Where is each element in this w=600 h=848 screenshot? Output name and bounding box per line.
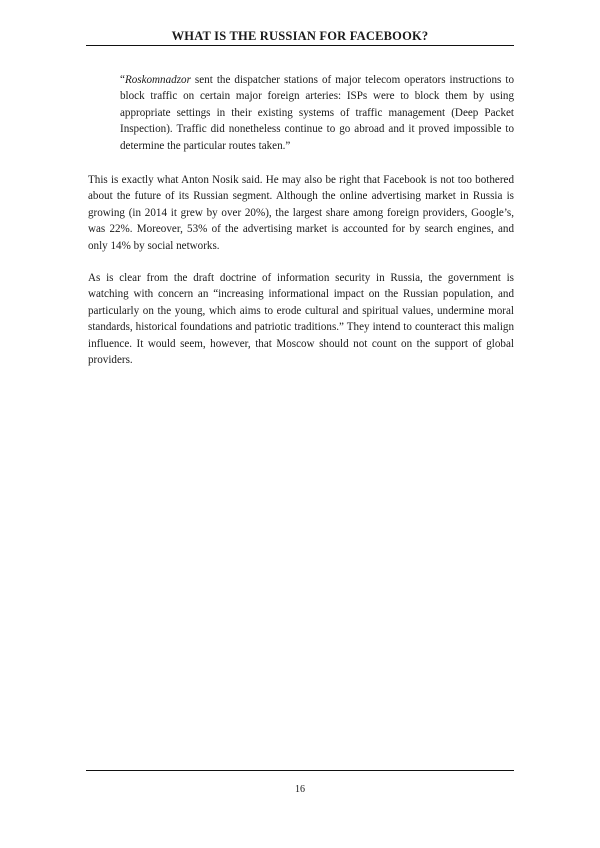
page-number: 16: [295, 784, 305, 795]
header-divider: [86, 45, 514, 46]
running-header-title: WHAT IS THE RUSSIAN FOR FACEBOOK?: [171, 29, 429, 43]
quote-emphasis: Roskomnadzor: [124, 74, 191, 86]
page-body: [88, 72, 514, 385]
footer-divider: [86, 770, 514, 771]
block-quote: [120, 72, 514, 154]
body-paragraph-2: As is clear from the draft doctrine of information security in Russia, the government is watching with concern an “increasing informational impact on the Russian population, and particularly on the young, which aims to erode cultural and spiritual values, undermine moral standards, historical foundations and patriotic traditions.” They intend to counteract this malign influence. It would seem, however, that Moscow should not count on the support of global providers.: [88, 272, 514, 367]
body-paragraph-1: This is exactly what Anton Nosik said. He may also be right that Facebook is not too bothered about the future of its Russian segment. Although the online advertising market in Russia is growing (in 2014 it grew by over 20%), the largest share among foreign providers, Google’s, was 22%. Moreover, 53% of the advertising market is accounted for by search engines, and only 14% by social networks.: [88, 174, 514, 252]
quote-open-mark: “: [120, 74, 125, 86]
quote-text: sent the dispatcher stations of major telecom operators instructions to block traffic on certain major foreign arteries: ISPs were to block them by using appropriate settings in their existing systems of traffic management (Deep Packet Inspection). Traffic did nonetheless continue to go abroad and it proved impossible to determine the particular routes taken.”: [120, 74, 514, 152]
